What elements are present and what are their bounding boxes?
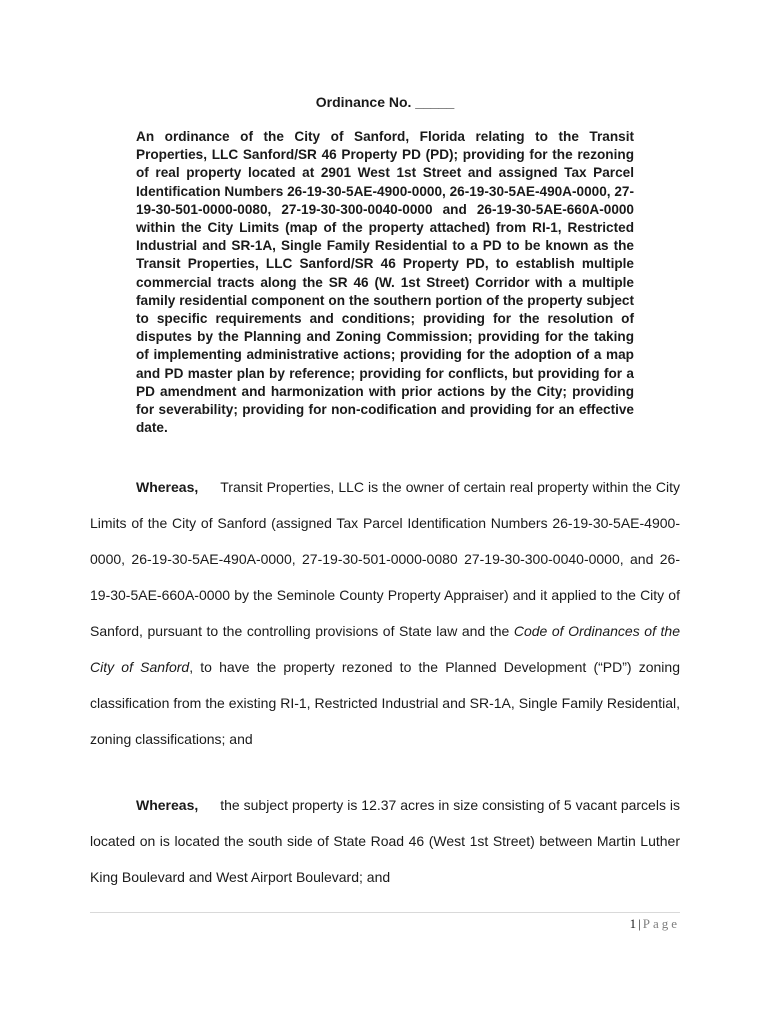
code-citation: Code of Ordinances of the City of Sanford — [90, 623, 680, 675]
page-label: Page — [642, 916, 680, 931]
footer-divider — [90, 912, 680, 913]
page-footer — [630, 916, 680, 932]
paragraph-text: Transit Properties, LLC is the owner of certain real property within the City Limits of the City of Sanford (assigned Tax Parcel Identification Numbers 26-19-30-5AE-4900-0000, 26-19-30-5AE-490A-0000, 27-19-30-501-0000-0080 27-19-30-300-0040-0000, and 26-19-30-5AE-660A-0000 by the Seminole County Property Appraiser) and it applied to the City of Sanford, pursuant to the controlling provisions of State law and the — [90, 479, 680, 639]
page-separator: | — [638, 916, 641, 931]
whereas-paragraph-1 — [90, 469, 680, 757]
page-number: 1 — [629, 916, 637, 931]
ordinance-title: Ordinance No. _____ — [315, 94, 455, 110]
whereas-lead: Whereas, — [136, 479, 199, 495]
paragraph-text-continued: , to have the property rezoned to the Planned Development (“PD”) zoning classification from the existing RI-1, Restricted Industrial and SR-1A, Single Family Residential, zoning classifications; and — [90, 659, 680, 747]
whereas-paragraph-2 — [90, 787, 680, 895]
ordinance-abstract: An ordinance of the City of Sanford, Florida relating to the Transit Properties, LLC Sanford/SR 46 Property PD (PD); providing for the rezoning of real property located at 2901 West 1st Street and assigned Tax Parcel Identification Numbers 26-19-30-5AE-4900-0000, 26-19-30-5AE-490A-0000, 27-19-30-501-0000-0080, 27-19-30-300-0040-0000 and 26-19-30-5AE-660A-0000 within the City Limits (map of the property attached) from RI-1, Restricted Industrial and SR-1A, Single Family Residential to a PD to be known as the Transit Properties, LLC Sanford/SR 46 Property PD, to establish multiple commercial tracts along the SR 46 (W. 1st Street) Corridor with a multiple family residential component on the southern portion of the property subject to specific requirements and conditions; providing for the resolution of disputes by the Planning and Zoning Commission; providing for the taking of implementing administrative actions; providing for the adoption of a map and PD master plan by reference; providing for conflicts, but providing for a PD amendment and harmonization with prior actions by the City; providing for severability; providing for non-codification and providing for an effective date. — [136, 129, 634, 436]
whereas-lead: Whereas, — [136, 797, 199, 813]
paragraph-text: the subject property is 12.37 acres in size consisting of 5 vacant parcels is located on is located the south side of State Road 46 (West 1st Street) between Martin Luther King Boulevard and West Airport Boulevard; and — [90, 797, 680, 885]
